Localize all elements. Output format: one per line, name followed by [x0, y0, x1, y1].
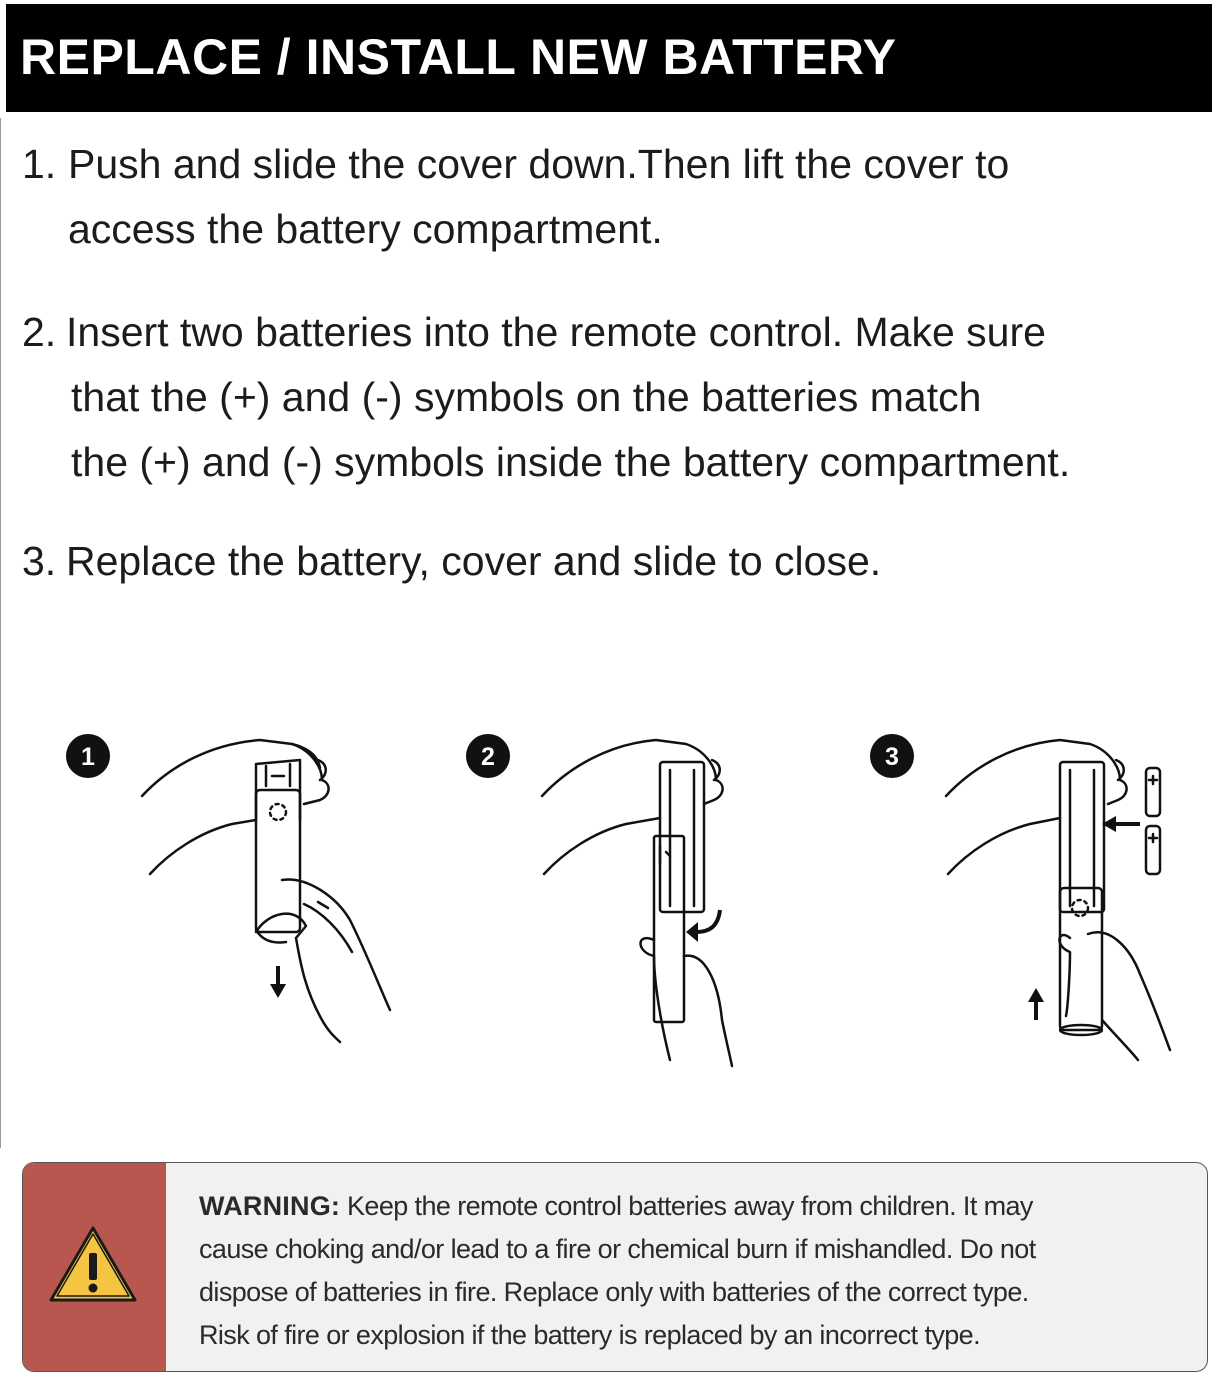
step-badge-1: [66, 734, 110, 778]
step-badge-3: [870, 734, 914, 778]
warning-triangle-icon: [47, 1223, 139, 1305]
step-3: [22, 529, 1202, 594]
left-rule: [0, 118, 1, 1148]
step-text-line: that the (+) and (-) symbols on the batteries match: [71, 374, 982, 420]
warning-line: dispose of batteries in fire. Replace only with batteries of the correct type.: [199, 1277, 1029, 1307]
step-number: 2.: [22, 309, 57, 355]
step-badge-2: [466, 734, 510, 778]
header-bar: [6, 4, 1212, 112]
svg-text:2: 2: [481, 743, 495, 771]
arrow-up-icon: [1028, 988, 1044, 1020]
lift-cover-illustration: [460, 720, 820, 1080]
step-text-line: Replace the battery, cover and slide to close.: [66, 538, 882, 584]
page-title: REPLACE / INSTALL NEW BATTERY: [20, 29, 897, 85]
svg-text:3: 3: [885, 743, 899, 771]
warning-side-panel: [23, 1163, 166, 1371]
step-1: [22, 132, 1202, 262]
warning-label: WARNING:: [199, 1191, 341, 1221]
step-text-line: Insert two batteries into the remote control. Make sure: [66, 309, 1046, 355]
svg-text:1: 1: [81, 743, 95, 771]
step-text-line: Push and slide the cover down.Then lift the cover to: [68, 141, 1010, 187]
step-number: 3.: [22, 538, 57, 584]
slide-cover-down-illustration: [60, 720, 420, 1080]
step-text-line: the (+) and (-) symbols inside the battery compartment.: [71, 439, 1071, 485]
arrow-down-icon: [270, 966, 286, 998]
illustration-step-1: [60, 720, 420, 1080]
warning-line: cause choking and/or lead to a fire or chemical burn if mishandled. Do not: [199, 1234, 1036, 1264]
warning-line-text: Keep the remote control batteries away from children. It may: [340, 1191, 1033, 1221]
arrow-left-icon: [1102, 816, 1140, 832]
insert-batteries-illustration: [864, 720, 1214, 1080]
step-2: [22, 300, 1202, 495]
curved-arrow-icon: [686, 910, 720, 942]
illustration-step-2: [460, 720, 820, 1080]
step-text-line: access the battery compartment.: [68, 206, 663, 252]
illustration-step-3: [864, 720, 1214, 1080]
warning-text: [199, 1185, 1189, 1357]
warning-line: [199, 1185, 1189, 1228]
warning-line: Risk of fire or explosion if the battery is replaced by an incorrect type.: [199, 1320, 980, 1350]
warning-box: [22, 1162, 1208, 1372]
step-number: 1.: [22, 141, 57, 187]
